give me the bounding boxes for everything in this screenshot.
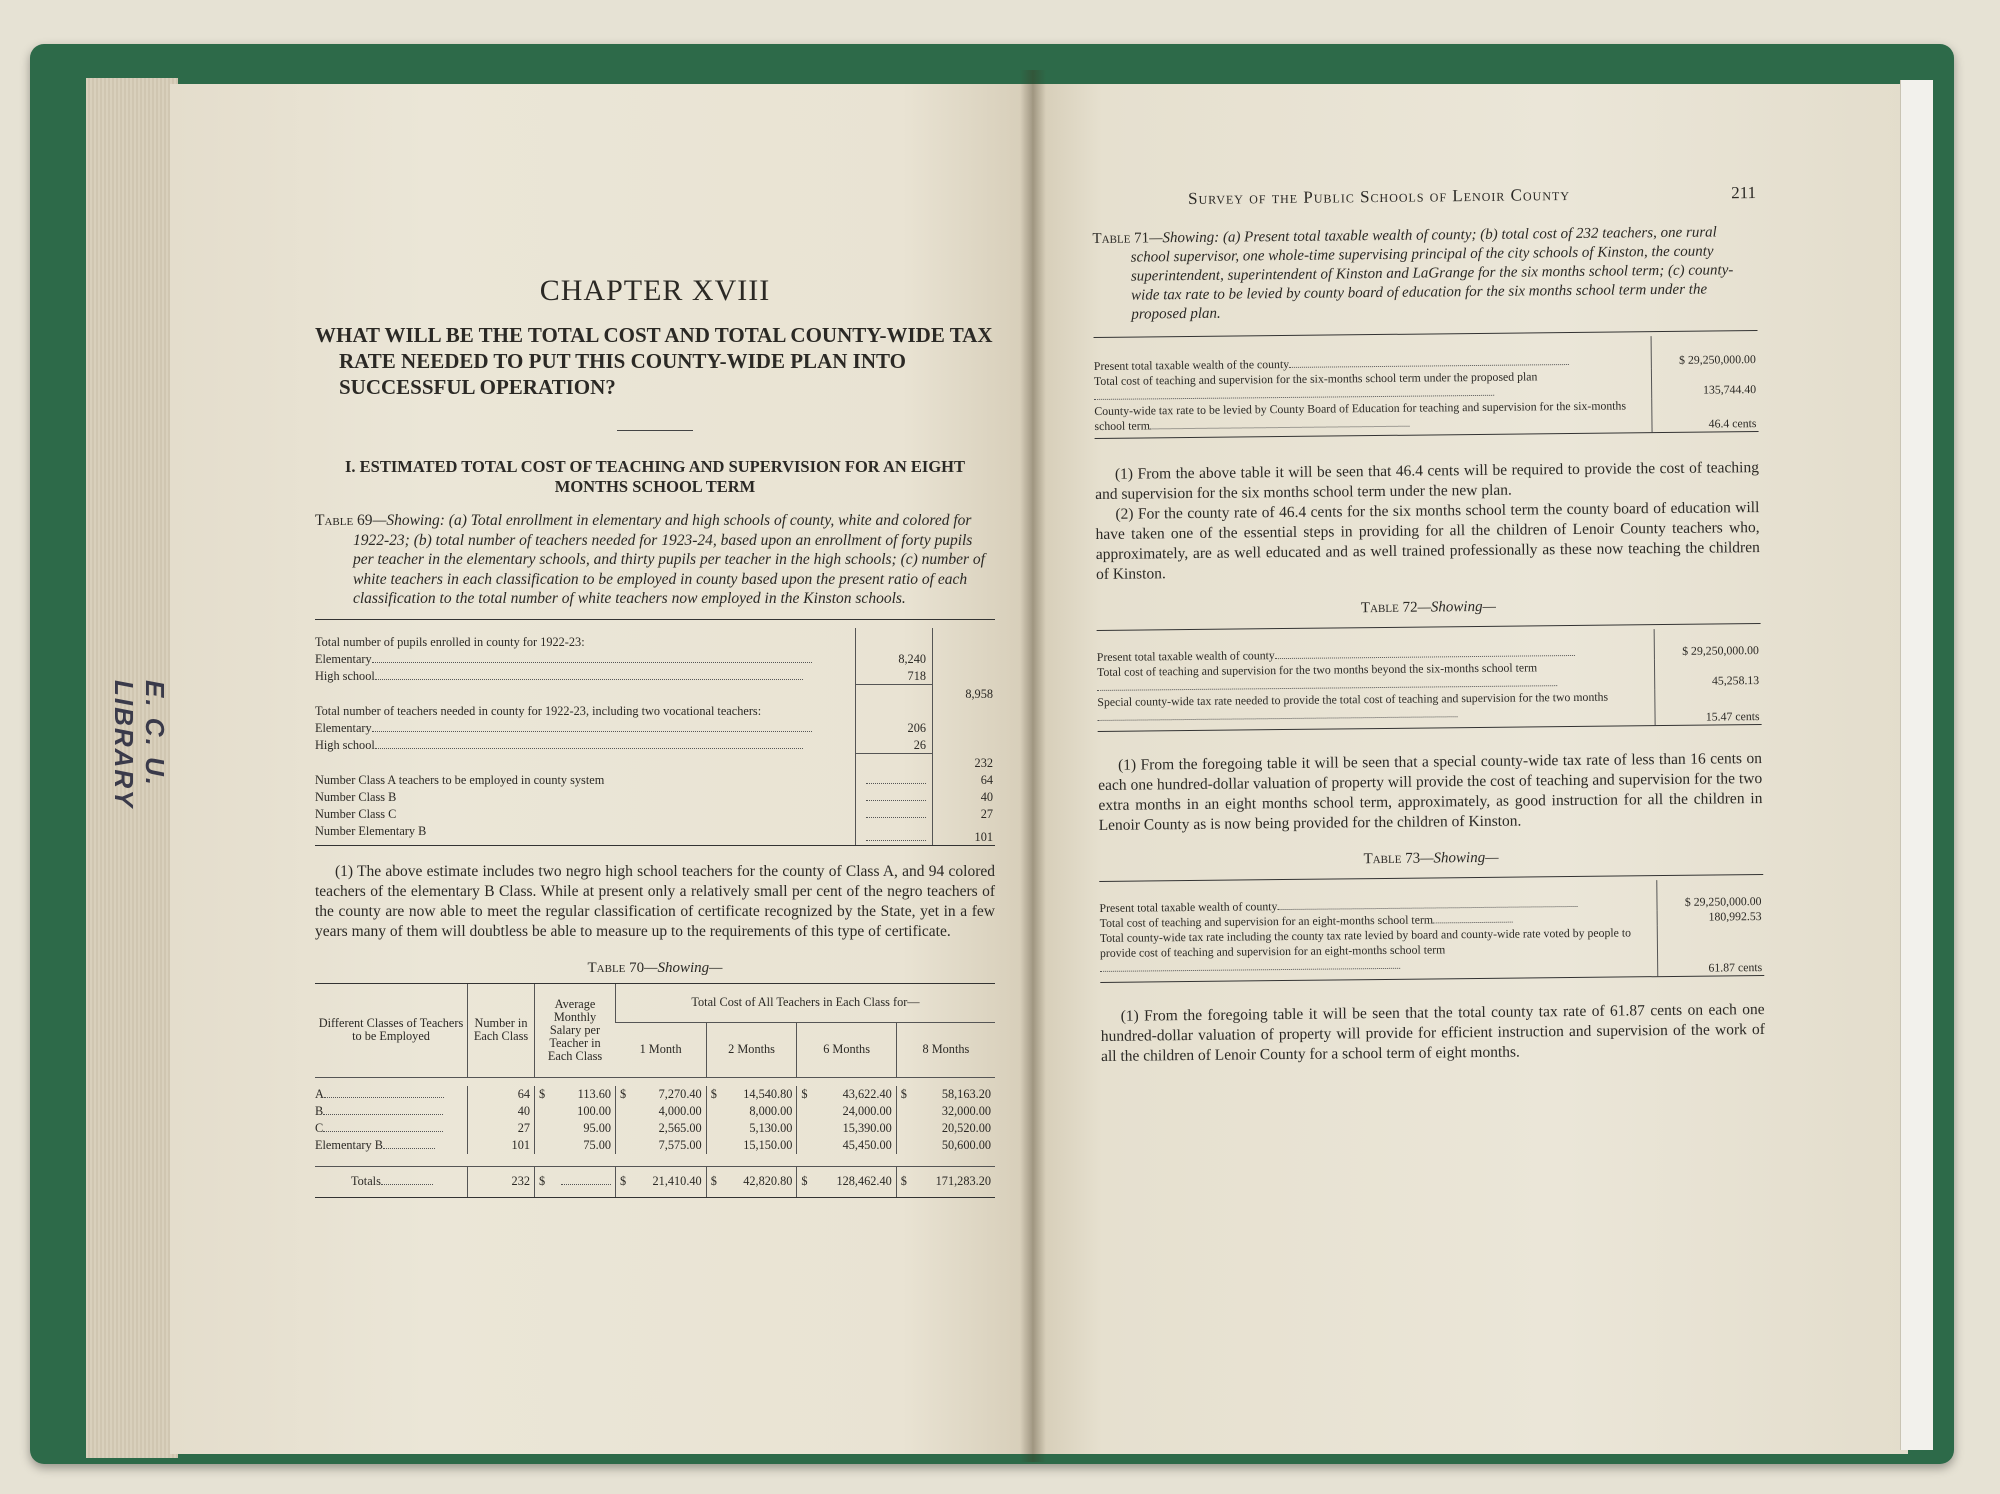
row-elementary: Elementary	[315, 650, 856, 667]
paragraph: (1) From the foregoing table it will be seen that a special county-wide tax rate of less than 16 cents on each one hundred-dollar valuation of property will provide the cost of teaching and supervision for the two extra months in an eight months school term, approximately, as good instruction for all the children in Lenoir County as is now being provided for the children of Kinston.	[1098, 750, 1763, 834]
pupils-heading: Total number of pupils enrolled in county for 1922-23:	[315, 634, 585, 649]
table-row: C 27 95.00 2,565.00 5,130.00 15,390.00 20,520.00	[315, 1120, 995, 1137]
table70-caption: Table 70—Showing—	[587, 959, 723, 976]
chapter-title: CHAPTER XVIII	[539, 274, 771, 307]
table-70	[315, 984, 995, 1197]
table-row: Special county-wide tax rate needed to provide the total cost of teaching and supervision for the two months 15.47 cents	[1097, 688, 1761, 731]
table-row: Present total taxable wealth of county $ 29,250,000.00	[1097, 628, 1761, 665]
paragraph: (1) From the above table it will be seen that 46.4 cents will be required to provide the cost of teaching and supervision for the six months school term under the new plan.	[1095, 459, 1760, 503]
left-page-content	[315, 270, 995, 1198]
table-row: Number Class A teachers to be employed in county system 64	[315, 772, 993, 787]
rule	[315, 845, 995, 846]
table71-caption: Table 71—Showing: (a) Present total taxable wealth of county; (b) total cost of 232 teachers, one rural school supervisor, one whole-time supervising principal of the city schools of Kinston, the county superintendent, superintendent of Kinston and LaGrange for the six months school term; (c) county-wide tax rate to be levied by county board of education for the six months school term under the proposed plan.	[1092, 224, 1734, 323]
col-total-cost: Total Cost of All Teachers in Each Class for—	[616, 984, 996, 1023]
value: 8,240	[856, 650, 933, 667]
table-row: Number Class B 40	[315, 789, 993, 804]
col-8-months: 8 Months	[896, 1022, 995, 1077]
row-t-elementary: Elementary	[315, 719, 856, 736]
page-number: 211	[1731, 183, 1757, 203]
rule	[315, 1197, 995, 1198]
value: 8,958	[933, 684, 996, 702]
running-title: Survey of the Public Schools of Lenoir County	[1187, 184, 1571, 208]
table-row: Present total taxable wealth of county $ 29,250,000.00	[1099, 879, 1763, 916]
paragraph: (2) For the county rate of 46.4 cents for the six months school term the county board of education will have taken one of the essential steps in providing for all the children of Lenoir County teachers who, approximately, are as well educated and as well trained professionally as these now teaching the children of Kinston.	[1095, 499, 1760, 583]
row-t-high: High school	[315, 736, 856, 754]
paragraph: (1) From the foregoing table it will be seen that the total county tax rate of 61.87 cents on each one hundred-dollar valuation of property will provide for efficient instruction and supervision of the work of all the children of Lenoir County for a school term of eight months.	[1100, 1001, 1765, 1065]
value: 206	[856, 719, 933, 736]
table-72	[1097, 628, 1762, 731]
value: 26	[856, 736, 933, 754]
table-row: Total cost of teaching and supervision for the six-months school term under the proposed plan 135,744.40	[1094, 367, 1758, 404]
value: 232	[933, 753, 996, 771]
right-page-content	[1092, 183, 1765, 1067]
col-6-months: 6 Months	[797, 1022, 896, 1077]
right-page-edge	[1900, 80, 1933, 1450]
table-row: Elementary B 101 75.00 7,575.00 15,150.00 45,450.00 50,600.00	[315, 1137, 995, 1154]
table-73	[1099, 879, 1764, 982]
table-row: Total cost of teaching and supervision for the two months beyond the six-months school term 45,258.13	[1097, 658, 1761, 695]
table-row: Present total taxable wealth of the county $ 29,250,000.00	[1094, 335, 1758, 374]
chapter-question: WHAT WILL BE THE TOTAL COST AND TOTAL COUNTY-WIDE TAX RATE NEEDED TO PUT THIS COUNTY-WIDE PLAN INTO SUCCESSFUL OPERATION?	[315, 323, 993, 399]
table-row: B 40 100.00 4,000.00 8,000.00 24,000.00 32,000.00	[315, 1103, 995, 1120]
table-71	[1094, 335, 1759, 438]
table72-caption: Table 72—Showing—	[1360, 598, 1496, 617]
table73-caption: Table 73—Showing—	[1363, 849, 1499, 868]
table69-label: Table 69	[315, 512, 373, 529]
col-2-months: 2 Months	[706, 1022, 797, 1077]
col-number: Number in Each Class	[468, 984, 535, 1078]
section-heading: I. ESTIMATED TOTAL COST OF TEACHING AND SUPERVISION FOR AN EIGHT MONTHS SCHOOL TERM	[345, 457, 965, 496]
col-salary: Average Monthly Salary per Teacher in Each Class	[535, 984, 616, 1078]
row-high: High school	[315, 667, 856, 685]
table-69	[315, 628, 995, 845]
table-row: Total cost of teaching and supervision for an eight-months school term 180,992.53	[1100, 909, 1764, 931]
table-row: Number Class C 27	[315, 806, 993, 821]
teachers-heading: Total number of teachers needed in county for 1922-23, including two vocational teachers:	[315, 703, 762, 718]
divider	[617, 430, 693, 431]
value: 718	[856, 667, 933, 685]
rule	[315, 619, 995, 620]
table69-caption: Table 69—Showing: (a) Total enrollment in elementary and high schools of county, white and colored for 1922-23; (b) total number of teachers needed for 1923-24, based upon an enrollment of forty pupils per teacher in the elementary schools, and thirty pupils per teacher in the high schools; (c) number of white teachers in each classification to be employed in county based upon the present ratio of each classification to the total number of white teachers now employed in the Kinston schools.	[315, 512, 985, 607]
col-class: Different Classes of Teachers to be Employed	[315, 984, 468, 1078]
paragraph: (1) The above estimate includes two negro high school teachers for the county of Class A, and 94 colored teachers of the elementary B Class. While at present only a relatively small per cent of the negro teachers of the county are now able to meet the regular classification of certificate recognized by the State, yet in a few years many of them will doubtless be able to measure up to the requirements of this type of certificate.	[315, 862, 995, 940]
totals-row: Totals 232 $ $ 21,410.40 $ 42,820.80 $ 128,462.40 $ 171,283.20	[315, 1166, 995, 1197]
table-row: Total county-wide tax rate including the county tax rate levied by board and county-wide rate voted by people to provide cost of teaching and supervision for an eight-months school term 61.87 cents	[1100, 924, 1764, 982]
library-stamp: E. C. U. LIBRARY	[109, 680, 170, 810]
col-1-month: 1 Month	[616, 1022, 707, 1077]
table-row: A 64 $ 113.60 $ 7,270.40 $ 14,540.80 $ 43,622.40 $ 58,163.20	[315, 1086, 995, 1103]
table-row: Number Elementary B 101	[315, 823, 993, 844]
book-gutter	[1020, 70, 1046, 1462]
table-row: County-wide tax rate to be levied by County Board of Education for teaching and supervision for the six-months school term 46.4 cents	[1094, 397, 1758, 438]
